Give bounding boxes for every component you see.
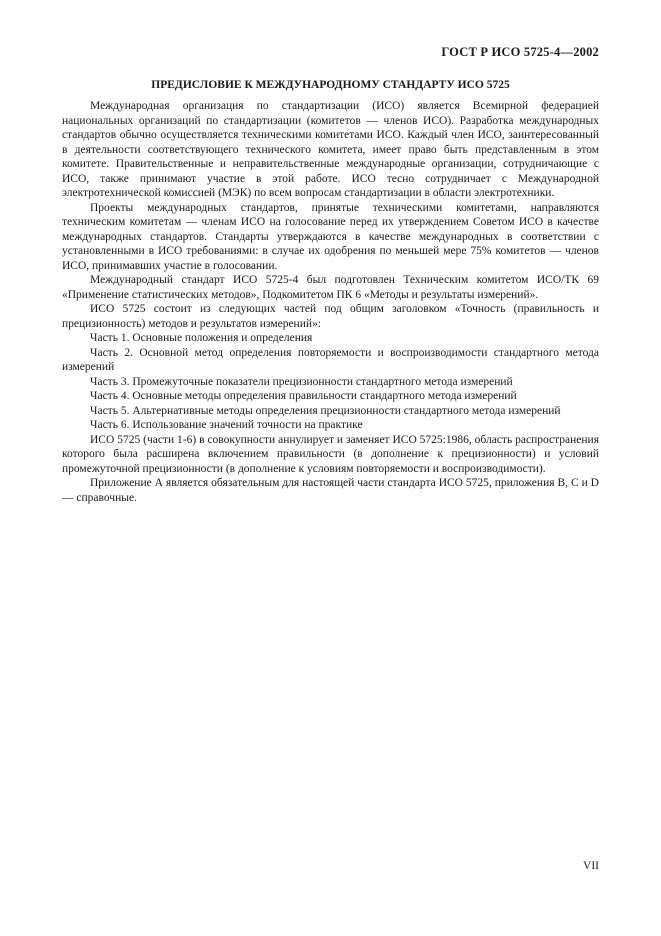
preface-body (62, 99, 599, 505)
page-number: VII (583, 860, 599, 872)
paragraph-draft-standards: Проекты международных стандартов, принятые техническими комитетами, направляются техническим комитетам — членам ИСО на голосование перед их утверждением Советом ИСО в качестве международных стандартов. Стандарты утверждаются в качестве международных в соответствии с установленными в ИСО требованиями: в случае их одобрения по меньшей мере 75% комитетов — членов ИСО, принимавших участие в голосовании. (62, 201, 599, 272)
list-item-part-6: Часть 6. Использование значений точности на практике (90, 419, 363, 431)
standard-code-header: ГОСТ Р ИСО 5725-4—2002 (441, 45, 599, 59)
preface-title: ПРЕДИСЛОВИЕ К МЕЖДУНАРОДНОМУ СТАНДАРТУ ИСО 5725 (151, 79, 510, 91)
list-item-part-4: Часть 4. Основные методы определения правильности стандартного метода измерений (90, 390, 517, 402)
paragraph-iso-organization: Международная организация по стандартизации (ИСО) является Всемирной федерацией национальных организаций по стандартизации (комитетов — членов ИСО). Разработка международных стандартов обычно осуществляется техническими комитетами ИСО. Каждый член ИСО, заинтересованный в деятельности соответствующего технического комитета, имеет право быть представленным в этом комитете. Правительственные и неправительственные международные организации, сотрудничающие с ИСО, также принимают участие в этой работе. ИСО тесно сотрудничает с Международной электротехнической комиссией (МЭК) по всем вопросам стандартизации в области электротехники. (62, 100, 599, 199)
paragraph-annexes: Приложение А является обязательным для настоящей части стандарта ИСО 5725, приложения В, С и D — справочные. (62, 477, 599, 504)
paragraph-replacement: ИСО 5725 (части 1-6) в совокупности аннулирует и заменяет ИСО 5725:1986, область распространения которого была расширена включением правильности (в дополнение к прецизионности) и условий промежуточной прецизионности (в дополнение к условиям повторяемости и воспроизводимости). (62, 433, 599, 475)
list-item-part-1: Часть 1. Основные положения и определения (90, 332, 313, 344)
paragraph-parts-intro: ИСО 5725 состоит из следующих частей под общим заголовком «Точность (правильность и прецизионность) методов и результатов измерений»: (62, 303, 599, 330)
list-item-part-2: Часть 2. Основной метод определения повторяемости и воспроизводимости стандартного метода измерений (62, 346, 599, 373)
paragraph-technical-committee: Международный стандарт ИСО 5725-4 был подготовлен Техническим комитетом ИСО/ТК 69 «Применение статистических методов», Подкомитетом ПК 6 «Методы и результаты измерений». (62, 274, 599, 301)
list-item-part-3: Часть 3. Промежуточные показатели прецизионности стандартного метода измерений (90, 375, 513, 388)
list-item-part-5: Часть 5. Альтернативные методы определения прецизионности стандартного метода измерений (90, 404, 561, 417)
